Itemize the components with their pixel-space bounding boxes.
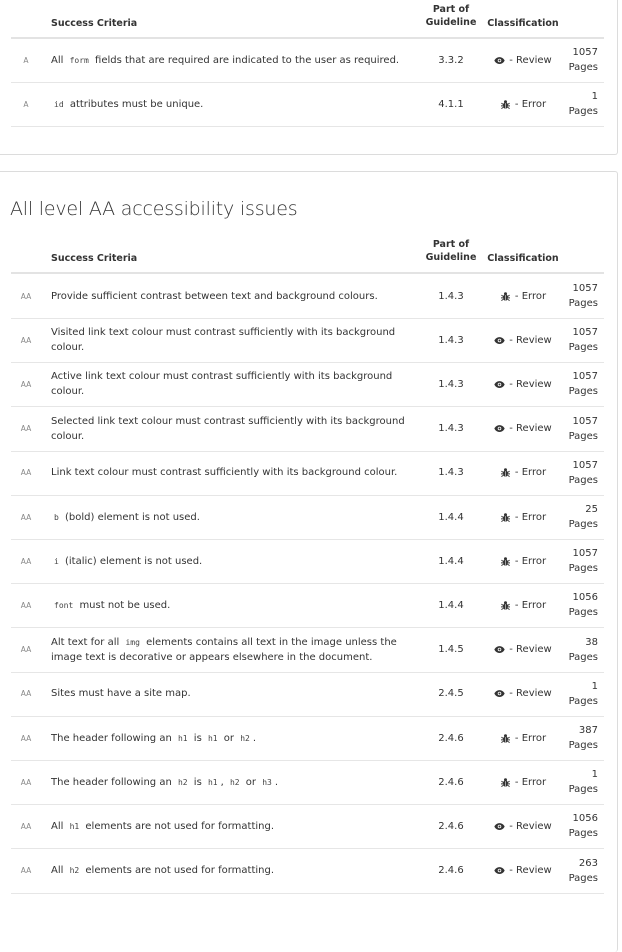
table-row <box>11 318 604 363</box>
criteria-sentence <box>51 731 256 746</box>
table-row <box>11 804 604 849</box>
code-snippet: id <box>54 99 64 109</box>
classification-label: - Review <box>509 644 552 656</box>
code-snippet: h1 <box>207 733 218 743</box>
page-unit: Pages <box>568 740 598 751</box>
criteria-part: The header following an <box>51 776 175 788</box>
classification-label: - Error <box>514 290 547 302</box>
criteria-part: All <box>51 865 67 877</box>
header-success-criteria: Success Criteria <box>51 18 138 29</box>
guideline-number: 2.4.6 <box>438 820 464 832</box>
code-snippet: h2 <box>240 733 250 743</box>
criteria-sentence <box>51 554 202 569</box>
page-count-link[interactable] <box>554 495 598 539</box>
bug-icon <box>500 512 515 523</box>
criteria-part: is <box>190 732 205 744</box>
table-row <box>11 672 604 717</box>
page-count: 1057 <box>572 327 598 339</box>
page-count-link[interactable] <box>554 539 598 583</box>
criteria-part: fields that are required are indicated to the user as required. <box>91 54 400 66</box>
table-header <box>11 0 604 33</box>
classification <box>483 38 563 82</box>
criteria-part: elements contains all text in the image unless the image text is decorative or appears elsewhere in the document. <box>51 636 397 663</box>
criteria-text <box>51 274 406 318</box>
table-row <box>11 451 604 496</box>
page-count: 1 <box>591 769 598 781</box>
level-badge: AA <box>20 600 32 610</box>
criteria-part: or <box>242 776 260 788</box>
classification <box>483 274 563 318</box>
table-row <box>11 760 604 805</box>
criteria-text <box>51 672 406 716</box>
classification <box>483 628 563 672</box>
classification-label: - Error <box>514 732 547 744</box>
criteria-part: The header following an <box>51 732 175 744</box>
criteria-part: (italic) element is not used. <box>61 555 203 567</box>
classification-label: - Review <box>509 688 552 700</box>
table-row <box>11 849 604 894</box>
code-snippet: h3 <box>262 777 272 787</box>
criteria-text <box>51 318 406 362</box>
level-a-card <box>0 0 618 155</box>
header-part-of-guideline <box>423 3 479 29</box>
page-count-link[interactable] <box>554 760 598 804</box>
page-count-link[interactable] <box>554 274 598 318</box>
level-badge: AA <box>20 777 32 787</box>
code-snippet: h2 <box>229 777 240 787</box>
classification <box>483 82 563 126</box>
criteria-part: All <box>51 820 67 832</box>
criteria-part: attributes must be unique. <box>66 98 204 110</box>
criteria-sentence <box>51 510 200 525</box>
criteria-text <box>51 451 406 495</box>
criteria-sentence: Provide sufficient contrast between text and background colours. <box>51 290 378 302</box>
page-unit: Pages <box>568 474 598 486</box>
classification-label: - Error <box>514 511 547 523</box>
criteria-text <box>51 583 406 627</box>
page-count: 1057 <box>572 459 598 471</box>
page-count: 1057 <box>572 548 598 560</box>
criteria-sentence: Sites must have a site map. <box>51 688 191 700</box>
guideline-number: 1.4.4 <box>438 599 464 611</box>
bug-icon <box>500 99 515 110</box>
page-unit: Pages <box>568 342 598 354</box>
guideline-number: 1.4.3 <box>438 334 464 346</box>
table-row <box>11 274 604 319</box>
criteria-part: elements are not used for formatting. <box>82 865 275 877</box>
code-snippet: i <box>54 556 59 566</box>
table-row <box>11 362 604 407</box>
criteria-part: elements are not used for formatting. <box>82 820 275 832</box>
page-count: 387 <box>578 725 598 736</box>
page-unit: Pages <box>568 784 598 796</box>
code-snippet: form <box>69 55 89 65</box>
classification <box>483 495 563 539</box>
criteria-sentence <box>51 635 406 665</box>
page-count: 1057 <box>572 415 598 427</box>
criteria-part: Alt text for all <box>51 636 123 648</box>
page-count: 1057 <box>572 283 598 294</box>
classification-label: - Review <box>509 334 552 346</box>
criteria-text <box>51 539 406 583</box>
level-badge: AA <box>20 866 32 876</box>
header-guideline-line2: Guideline <box>425 252 477 263</box>
classification-label: - Review <box>509 54 552 66</box>
page-count-link[interactable] <box>554 716 598 760</box>
criteria-sentence: Link text colour must contrast sufficiently with its background colour. <box>51 467 398 479</box>
page-count: 1056 <box>572 592 598 604</box>
table-row <box>11 407 604 452</box>
page-unit: Pages <box>568 607 598 619</box>
guideline-number: 1.4.3 <box>438 423 464 435</box>
criteria-sentence <box>51 775 278 790</box>
page-count-link[interactable] <box>554 628 598 672</box>
page-count-link[interactable] <box>554 362 598 406</box>
eye-icon <box>494 335 509 346</box>
bug-icon <box>500 467 515 478</box>
eye-icon <box>494 688 509 699</box>
criteria-sentence <box>51 863 274 878</box>
level-badge: AA <box>20 645 32 655</box>
eye-icon <box>494 423 509 434</box>
criteria-text <box>51 760 406 804</box>
eye-icon <box>494 865 509 876</box>
table-row <box>11 38 604 83</box>
header-guideline-line1: Part of <box>432 239 470 250</box>
classification-label: - Error <box>514 98 547 110</box>
classification <box>483 583 563 627</box>
level-badge: AA <box>20 821 32 831</box>
criteria-text <box>51 628 406 672</box>
guideline-number: 1.4.4 <box>438 511 464 523</box>
criteria-sentence: Visited link text colour must contrast sufficiently with its background colour. <box>51 327 396 354</box>
classification-label: - Error <box>514 599 547 611</box>
page-unit: Pages <box>568 106 598 117</box>
criteria-text <box>51 495 406 539</box>
page-unit: Pages <box>568 651 598 663</box>
classification-label: - Review <box>509 820 552 832</box>
page-unit: Pages <box>568 430 598 442</box>
code-snippet: h1 <box>69 821 80 831</box>
eye-icon <box>494 379 509 390</box>
criteria-sentence <box>51 819 274 834</box>
page-count: 1057 <box>572 371 598 383</box>
table-row <box>11 716 604 761</box>
code-snippet: h1 <box>177 733 188 743</box>
guideline-number: 1.4.3 <box>438 467 464 479</box>
criteria-text <box>51 82 406 126</box>
guideline-number: 1.4.4 <box>438 555 464 567</box>
header-classification: Classification <box>487 18 559 29</box>
classification <box>483 362 563 406</box>
level-badge: AA <box>20 335 32 345</box>
code-snippet: img <box>125 637 140 647</box>
page-count-link[interactable] <box>554 318 598 362</box>
header-guideline-line1: Part of <box>432 4 470 15</box>
bug-icon <box>500 600 515 611</box>
criteria-part: must not be used. <box>76 599 171 611</box>
page-count-link[interactable] <box>554 672 598 716</box>
eye-icon <box>494 821 509 832</box>
criteria-part: . <box>252 732 257 744</box>
table-row <box>11 583 604 628</box>
page-count: 1 <box>591 91 598 102</box>
criteria-sentence <box>51 598 170 613</box>
eye-icon <box>494 55 509 66</box>
page-count: 25 <box>585 504 598 515</box>
classification-label: - Review <box>509 378 552 390</box>
guideline-number: 2.4.6 <box>438 865 464 877</box>
guideline-number: 1.4.3 <box>438 378 464 390</box>
page-unit: Pages <box>568 386 598 398</box>
level-badge: AA <box>20 556 32 566</box>
criteria-text <box>51 849 406 893</box>
classification <box>483 318 563 362</box>
criteria-part: (bold) element is not used. <box>61 511 200 523</box>
page-count-link[interactable] <box>554 407 598 451</box>
criteria-sentence <box>51 97 203 112</box>
table-row <box>11 495 604 540</box>
level-badge: AA <box>20 689 32 699</box>
criteria-sentence: Selected link text colour must contrast sufficiently with its background colour. <box>51 415 405 442</box>
criteria-text <box>51 38 406 82</box>
code-snippet: h2 <box>69 866 80 876</box>
page-unit: Pages <box>568 872 598 884</box>
classification <box>483 451 563 495</box>
classification-label: - Error <box>514 555 547 567</box>
table-header <box>11 232 604 268</box>
page-count: 1056 <box>572 813 598 825</box>
page-count: 38 <box>585 636 598 648</box>
page-unit: Pages <box>568 695 598 707</box>
header-classification: Classification <box>487 253 559 264</box>
criteria-text <box>51 804 406 848</box>
page-unit: Pages <box>568 519 598 530</box>
page-unit: Pages <box>568 828 598 840</box>
level-badge: AA <box>20 512 32 522</box>
page-unit: Pages <box>568 298 598 309</box>
criteria-text <box>51 407 406 451</box>
criteria-part: or <box>220 732 238 744</box>
page-unit: Pages <box>568 62 598 73</box>
level-badge: AA <box>20 291 32 301</box>
criteria-part: is <box>190 776 205 788</box>
page-count: 1057 <box>572 47 598 58</box>
criteria-part: , <box>220 776 227 788</box>
guideline-number: 2.4.6 <box>438 776 464 788</box>
level-badge: AA <box>20 379 32 389</box>
table-row <box>11 82 604 127</box>
classification-label: - Error <box>514 776 547 788</box>
page-count-link[interactable] <box>554 804 598 848</box>
level-badge: A <box>23 55 29 65</box>
page-count-link[interactable] <box>554 82 598 126</box>
criteria-sentence: Active link text colour must contrast sufficiently with its background colour. <box>51 371 393 398</box>
page-count-link[interactable] <box>554 451 598 495</box>
classification <box>483 672 563 716</box>
page-count-link[interactable] <box>554 38 598 82</box>
section-title: All level AA accessibility issues <box>10 198 298 220</box>
classification <box>483 760 563 804</box>
guideline-number: 3.3.2 <box>438 54 464 66</box>
criteria-sentence <box>51 53 399 68</box>
guideline-number: 2.4.5 <box>438 688 464 700</box>
criteria-text <box>51 716 406 760</box>
bug-icon <box>500 291 515 302</box>
classification <box>483 539 563 583</box>
page-count-link[interactable] <box>554 849 598 893</box>
guideline-number: 2.4.6 <box>438 732 464 744</box>
page-count: 263 <box>578 857 598 869</box>
classification-label: - Error <box>514 467 547 479</box>
guideline-number: 4.1.1 <box>438 98 464 110</box>
classification-label: - Review <box>509 423 552 435</box>
guideline-number: 1.4.3 <box>438 290 464 302</box>
eye-icon <box>494 644 509 655</box>
level-aa-card <box>0 171 618 952</box>
code-snippet: h1 <box>207 777 218 787</box>
page-count: 1 <box>591 680 598 692</box>
level-badge: A <box>23 99 29 109</box>
bug-icon <box>500 556 515 567</box>
level-badge: AA <box>20 424 32 434</box>
code-snippet: font <box>54 600 74 610</box>
criteria-part: . <box>274 776 279 788</box>
classification <box>483 407 563 451</box>
header-success-criteria: Success Criteria <box>51 253 138 264</box>
classification <box>483 804 563 848</box>
classification-label: - Review <box>509 865 552 877</box>
header-guideline-line2: Guideline <box>425 17 477 28</box>
table-row <box>11 539 604 584</box>
page-count-link[interactable] <box>554 583 598 627</box>
guideline-number: 1.4.5 <box>438 644 464 656</box>
bug-icon <box>500 777 515 788</box>
classification <box>483 716 563 760</box>
criteria-part: All <box>51 54 67 66</box>
code-snippet: b <box>54 512 59 522</box>
classification <box>483 849 563 893</box>
criteria-text <box>51 362 406 406</box>
level-badge: AA <box>20 468 32 478</box>
header-part-of-guideline <box>423 238 479 264</box>
page-unit: Pages <box>568 563 598 575</box>
bug-icon <box>500 733 515 744</box>
table-row <box>11 628 604 673</box>
code-snippet: h2 <box>177 777 188 787</box>
level-badge: AA <box>20 733 32 743</box>
